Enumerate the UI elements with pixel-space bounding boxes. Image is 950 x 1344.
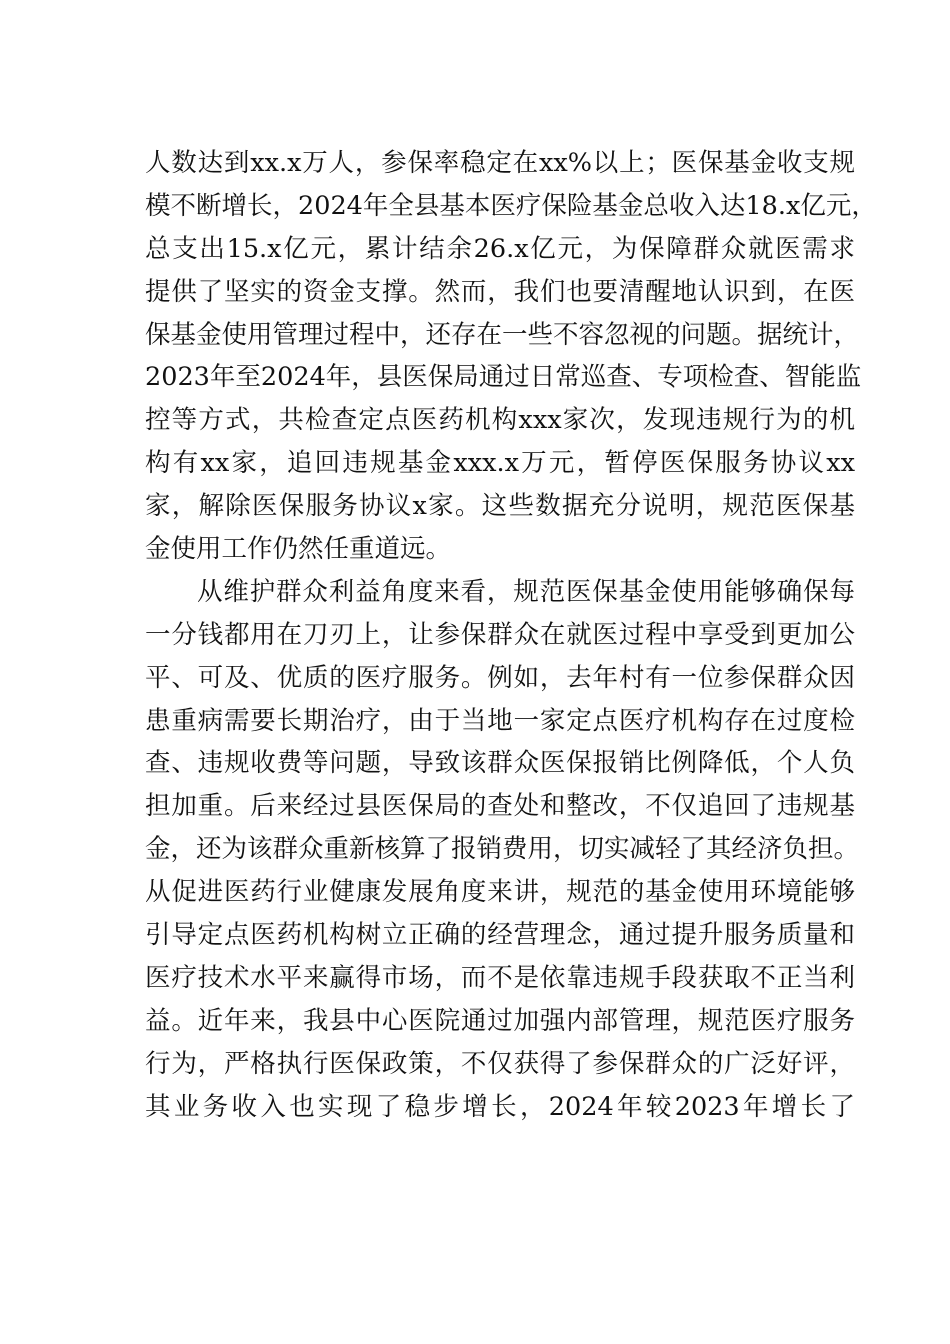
- text-line: 从促进医药行业健康发展角度来讲，规范的基金使用环境能够: [145, 877, 855, 908]
- text-line: 查、违规收费等问题，导致该群众医保报销比例降低，个人负: [145, 748, 855, 779]
- text-line: 益。近年来，我县中心医院通过加强内部管理，规范医疗服务: [145, 1005, 855, 1036]
- text-line: 金，还为该群众重新核算了报销费用，切实减轻了其经济负担。: [145, 834, 860, 865]
- text-line: 总支出15.x亿元，累计结余26.x亿元，为保障群众就医需求: [145, 233, 855, 264]
- text-line: 2023年至2024年，县医保局通过日常巡查、专项检查、智能监: [145, 362, 862, 393]
- text-line: 担加重。后来经过县医保局的查处和整改，不仅追回了违规基: [145, 791, 855, 822]
- text-line: 构有xx家，追回违规基金xxx.x万元，暂停医保服务协议xx: [145, 448, 855, 479]
- paragraph-first-line: 从维护群众利益角度来看，规范医保基金使用能够确保每: [197, 576, 855, 607]
- text-line: 行为，严格执行医保政策，不仅获得了参保群众的广泛好评，: [145, 1048, 855, 1079]
- text-line: 控等方式，共检查定点医药机构xxx家次，发现违规行为的机: [145, 405, 855, 436]
- text-line: 家，解除医保服务协议x家。这些数据充分说明，规范医保基: [145, 491, 855, 522]
- body-text: [145, 142, 877, 1128]
- text-line: 平、可及、优质的医疗服务。例如，去年村有一位参保群众因: [145, 662, 855, 693]
- text-line: 一分钱都用在刀刃上，让参保群众在就医过程中享受到更加公: [145, 619, 855, 650]
- text-line: 医疗技术水平来赢得市场，而不是依靠违规手段获取不正当利: [145, 962, 855, 993]
- text-line: 其业务收入也实现了稳步增长，2024年较2023年增长了: [145, 1091, 855, 1122]
- text-line: 提供了坚实的资金支撑。然而，我们也要清醒地认识到，在医: [145, 276, 855, 307]
- text-line: 模不断增长，2024年全县基本医疗保险基金总收入达18.x亿元，: [145, 190, 877, 221]
- text-line: 人数达到xx.x万人，参保率稳定在xx%以上；医保基金收支规: [145, 148, 855, 178]
- text-line: 保基金使用管理过程中，还存在一些不容忽视的问题。据统计，: [145, 319, 860, 350]
- text-line: 引导定点医药机构树立正确的经营理念，通过提升服务质量和: [145, 920, 855, 951]
- paragraph-last-line: 金使用工作仍然任重道远。: [145, 534, 452, 565]
- text-line: 患重病需要长期治疗，由于当地一家定点医疗机构存在过度检: [145, 705, 855, 736]
